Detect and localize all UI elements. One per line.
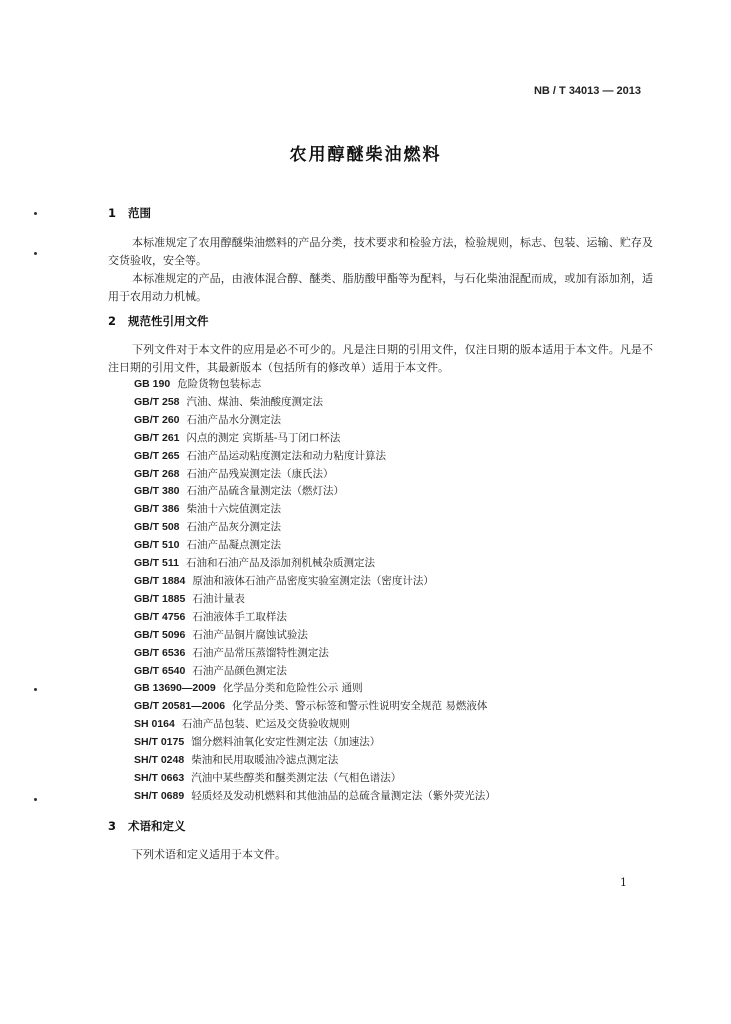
reference-title: 石油产品运动粘度测定法和动力粘度计算法	[186, 449, 387, 462]
reference-title: 石油产品灰分测定法	[186, 521, 282, 534]
reference-code: GB/T 511	[134, 557, 179, 570]
reference-title: 汽油、煤油、柴油酸度测定法	[186, 395, 324, 408]
reference-code: GB/T 6536	[134, 646, 186, 659]
reference-code: SH/T 0248	[134, 754, 185, 767]
scan-speck	[34, 212, 37, 215]
reference-item	[108, 698, 653, 716]
reference-item	[108, 770, 653, 788]
reference-code: SH 0164	[134, 718, 175, 731]
reference-code: GB/T 508	[134, 521, 180, 534]
reference-title: 石油产品硫含量测定法（燃灯法）	[186, 485, 345, 498]
reference-item	[108, 501, 653, 519]
reference-title: 石油计量表	[192, 592, 245, 605]
section-normative	[108, 313, 653, 329]
reference-code: SH/T 0175	[134, 736, 185, 749]
reference-item	[108, 680, 653, 698]
scope-paragraph-2: 本标准规定的产品，由液体混合醇、醚类、脂肪酸甲酯等为配料，与石化柴油混配而成，或加有添加剂，适用于农用动力机械。	[108, 272, 653, 303]
reference-item	[108, 376, 653, 394]
reference-item	[108, 394, 653, 412]
reference-code: GB/T 265	[134, 449, 180, 462]
scan-speck	[34, 252, 37, 255]
reference-code: GB/T 1885	[134, 592, 186, 605]
reference-code: GB/T 386	[134, 503, 180, 516]
section-title: 术语和定义	[128, 819, 186, 833]
reference-code: GB/T 380	[134, 485, 180, 498]
scope-paragraph-1: 本标准规定了农用醇醚柴油燃料的产品分类，技术要求和检验方法，检验规则，标志、包装、运输、贮存及交货验收，安全等。	[108, 236, 653, 267]
reference-title: 柴油十六烷值测定法	[186, 503, 282, 516]
reference-item	[108, 716, 653, 734]
reference-title: 汽油中某些醇类和醚类测定法（气相色谱法）	[191, 771, 402, 784]
reference-item	[108, 752, 653, 770]
reference-title: 闪点的测定 宾斯基-马丁闭口杯法	[186, 431, 341, 444]
section-title: 范围	[128, 206, 151, 220]
reference-code: GB/T 20581—2006	[134, 700, 226, 713]
section-scope	[108, 205, 653, 221]
reference-title: 原油和液体石油产品密度实验室测定法（密度计法）	[192, 574, 434, 587]
reference-title: 馏分燃料油氧化安定性测定法（加速法）	[191, 736, 381, 749]
normative-paragraph: 下列文件对于本文件的应用是必不可少的。凡是注日期的引用文件，仅注日期的版本适用于本文件。凡是不注日期的引用文件，其最新版本（包括所有的修改单）适用于本文件。	[108, 343, 653, 374]
reference-item	[108, 663, 653, 681]
reference-title: 石油产品常压蒸馏特性测定法	[192, 646, 329, 659]
reference-code: GB/T 5096	[134, 628, 186, 641]
reference-item	[108, 483, 653, 501]
scope-body	[108, 234, 653, 306]
terms-body	[108, 846, 653, 864]
reference-list	[108, 376, 653, 806]
reference-code: GB/T 6540	[134, 664, 186, 677]
reference-item	[108, 519, 653, 537]
section-number: 3	[108, 819, 117, 833]
reference-title: 化学品分类、警示标签和警示性说明安全规范 易燃液体	[232, 700, 488, 713]
section-heading	[108, 205, 653, 221]
page-number: 1	[620, 876, 627, 889]
reference-item	[108, 537, 653, 555]
reference-code: GB/T 4756	[134, 610, 186, 623]
section-number: 1	[108, 206, 117, 220]
reference-item	[108, 412, 653, 430]
reference-title: 化学品分类和危险性公示 通则	[222, 682, 363, 695]
section-title: 规范性引用文件	[128, 314, 209, 328]
reference-title: 柴油和民用取暖油冷滤点测定法	[191, 754, 339, 767]
reference-code: GB/T 258	[134, 395, 180, 408]
reference-title: 石油产品包装、贮运及交货验收规则	[181, 718, 350, 731]
reference-title: 石油产品残炭测定法（康氏法）	[186, 467, 334, 480]
reference-title: 轻质烃及发动机燃料和其他油品的总硫含量测定法（紫外荧光法）	[191, 789, 496, 802]
reference-item	[108, 734, 653, 752]
reference-title: 石油和石油产品及添加剂机械杂质测定法	[185, 557, 375, 570]
section-terms	[108, 818, 653, 834]
reference-item	[108, 573, 653, 591]
reference-title: 石油液体手工取样法	[192, 610, 287, 623]
reference-code: GB 190	[134, 378, 171, 390]
scan-speck	[34, 688, 37, 691]
reference-code: GB 13690—2009	[134, 682, 216, 695]
section-heading	[108, 818, 653, 834]
section-heading	[108, 313, 653, 329]
reference-code: GB/T 1884	[134, 574, 186, 587]
reference-item	[108, 627, 653, 645]
normative-body	[108, 341, 653, 377]
reference-title: 石油产品铜片腐蚀试验法	[192, 628, 308, 641]
reference-title: 石油产品水分测定法	[186, 413, 282, 426]
section-number: 2	[108, 314, 117, 328]
reference-item	[108, 609, 653, 627]
reference-item	[108, 448, 653, 466]
standard-code: NB / T 34013 — 2013	[533, 85, 641, 97]
scan-speck	[34, 798, 37, 801]
reference-item	[108, 591, 653, 609]
terms-paragraph: 下列术语和定义适用于本文件。	[132, 848, 286, 861]
reference-title: 危险货物包装标志	[177, 378, 262, 390]
reference-item	[108, 430, 653, 448]
reference-title: 石油产品凝点测定法	[186, 539, 282, 552]
reference-code: SH/T 0689	[134, 789, 185, 802]
reference-code: GB/T 261	[134, 431, 180, 444]
reference-code: GB/T 510	[134, 539, 180, 552]
reference-code: SH/T 0663	[134, 771, 185, 784]
reference-item	[108, 645, 653, 663]
document-title: 农用醇醚柴油燃料	[289, 145, 442, 165]
reference-title: 石油产品颜色测定法	[192, 664, 287, 677]
reference-item	[108, 466, 653, 484]
reference-item	[108, 788, 653, 806]
reference-code: GB/T 260	[134, 413, 180, 426]
reference-list-wrap	[108, 376, 653, 806]
reference-code: GB/T 268	[134, 467, 180, 480]
reference-item	[108, 555, 653, 573]
